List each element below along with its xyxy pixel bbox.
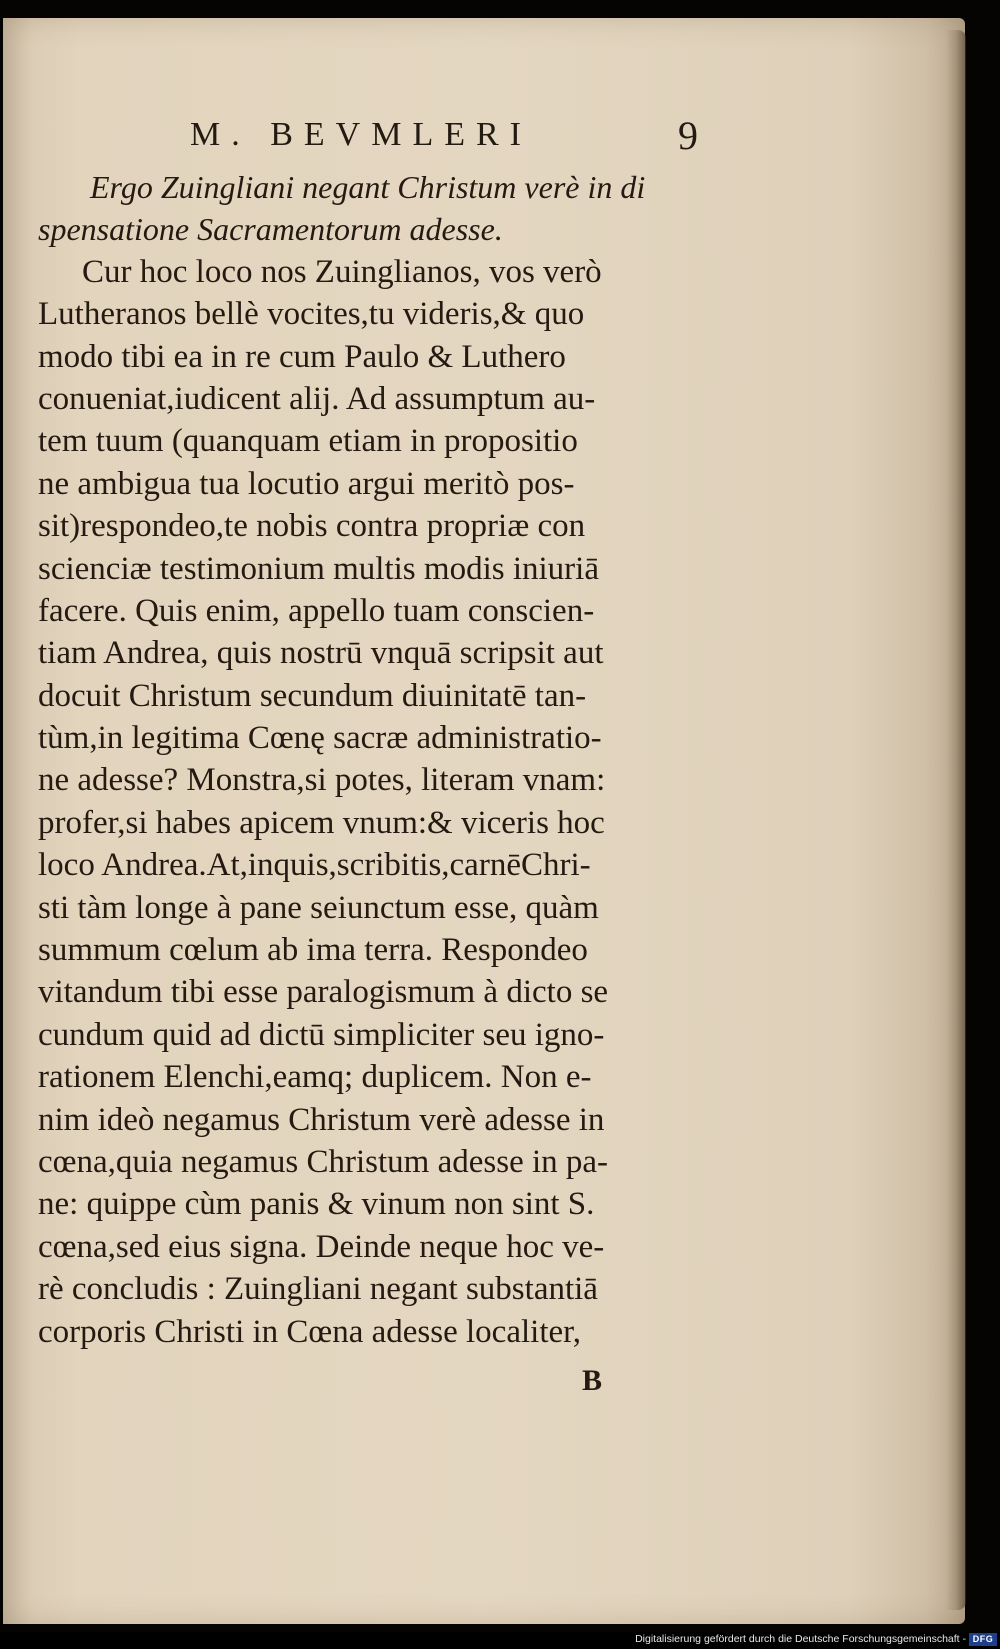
text-line: sit)respondeo,te nobis contra propriæ con bbox=[38, 508, 586, 545]
dfg-logo[interactable]: DFG bbox=[969, 1633, 997, 1646]
text-line: ne adesse? Monstra,si potes, literam vnam: bbox=[38, 762, 606, 799]
text-line: modo tibi ea in re cum Paulo & Luthero bbox=[38, 338, 566, 375]
text-line: Ergo Zuingliani negant Christum verè in di bbox=[90, 169, 646, 205]
text-line: Lutheranos bellè vocites,tu videris,& quo bbox=[38, 296, 585, 333]
text-line: ne ambigua tua locutio argui meritò pos- bbox=[38, 465, 575, 502]
page-number: 9 bbox=[678, 113, 698, 158]
text-line: rationem Elenchi,eamq; duplicem. Non e- bbox=[38, 1059, 592, 1096]
text-line: profer,si habes apicem vnum:& viceris hoc bbox=[38, 804, 605, 841]
body-text bbox=[38, 166, 738, 1353]
text-line: corporis Christi in Cœna adesse localiter, bbox=[38, 1313, 582, 1350]
running-head: M. BEVMLERI bbox=[190, 116, 532, 153]
text-line: facere. Quis enim, appello tuam conscien- bbox=[38, 592, 595, 629]
text-line: rè concludis : Zuingliani negant substantiā bbox=[38, 1271, 598, 1308]
text-line: loco Andrea.At,inquis,scribitis,carnēChri- bbox=[38, 847, 591, 884]
page-edge-shadow bbox=[946, 30, 966, 1610]
footer-credit: Digitalisierung gefördert durch die Deutsche Forschungsgemeinschaft - bbox=[635, 1633, 966, 1645]
text-line: cœna,quia negamus Christum adesse in pa- bbox=[38, 1143, 609, 1180]
text-line: tiam Andrea, quis nostrū vnquā scripsit aut bbox=[38, 635, 604, 672]
text-line: nim ideò negamus Christum verè adesse in bbox=[38, 1101, 605, 1138]
text-line: Cur hoc loco nos Zuinglianos, vos verò bbox=[82, 253, 602, 290]
text-line: tùm,in legitima Cœnę sacræ administratio- bbox=[38, 720, 602, 757]
text-line: vitandum tibi esse paralogismum à dicto se bbox=[38, 974, 609, 1011]
text-line: spensatione Sacramentorum adesse. bbox=[38, 211, 503, 248]
text-line: ne: quippe cùm panis & vinum non sint S. bbox=[38, 1186, 595, 1223]
signature-mark: B bbox=[582, 1364, 603, 1397]
text-line: docuit Christum secundum diuinitatē tan- bbox=[38, 677, 587, 714]
text-line: scienciæ testimonium multis modis iniuriā bbox=[38, 550, 599, 587]
text-line: sti tàm longe à pane seiunctum esse, quàm bbox=[38, 889, 599, 926]
text-line: summum cœlum ab ima terra. Respondeo bbox=[38, 932, 588, 969]
text-line: cundum quid ad dictū simpliciter seu igno- bbox=[38, 1016, 605, 1053]
text-line: tem tuum (quanquam etiam in propositio bbox=[38, 423, 578, 460]
text-line: conueniat,iudicent alij. Ad assumptum au- bbox=[38, 380, 596, 417]
text-line: cœna,sed eius signa. Deinde neque hoc ve- bbox=[38, 1228, 605, 1265]
